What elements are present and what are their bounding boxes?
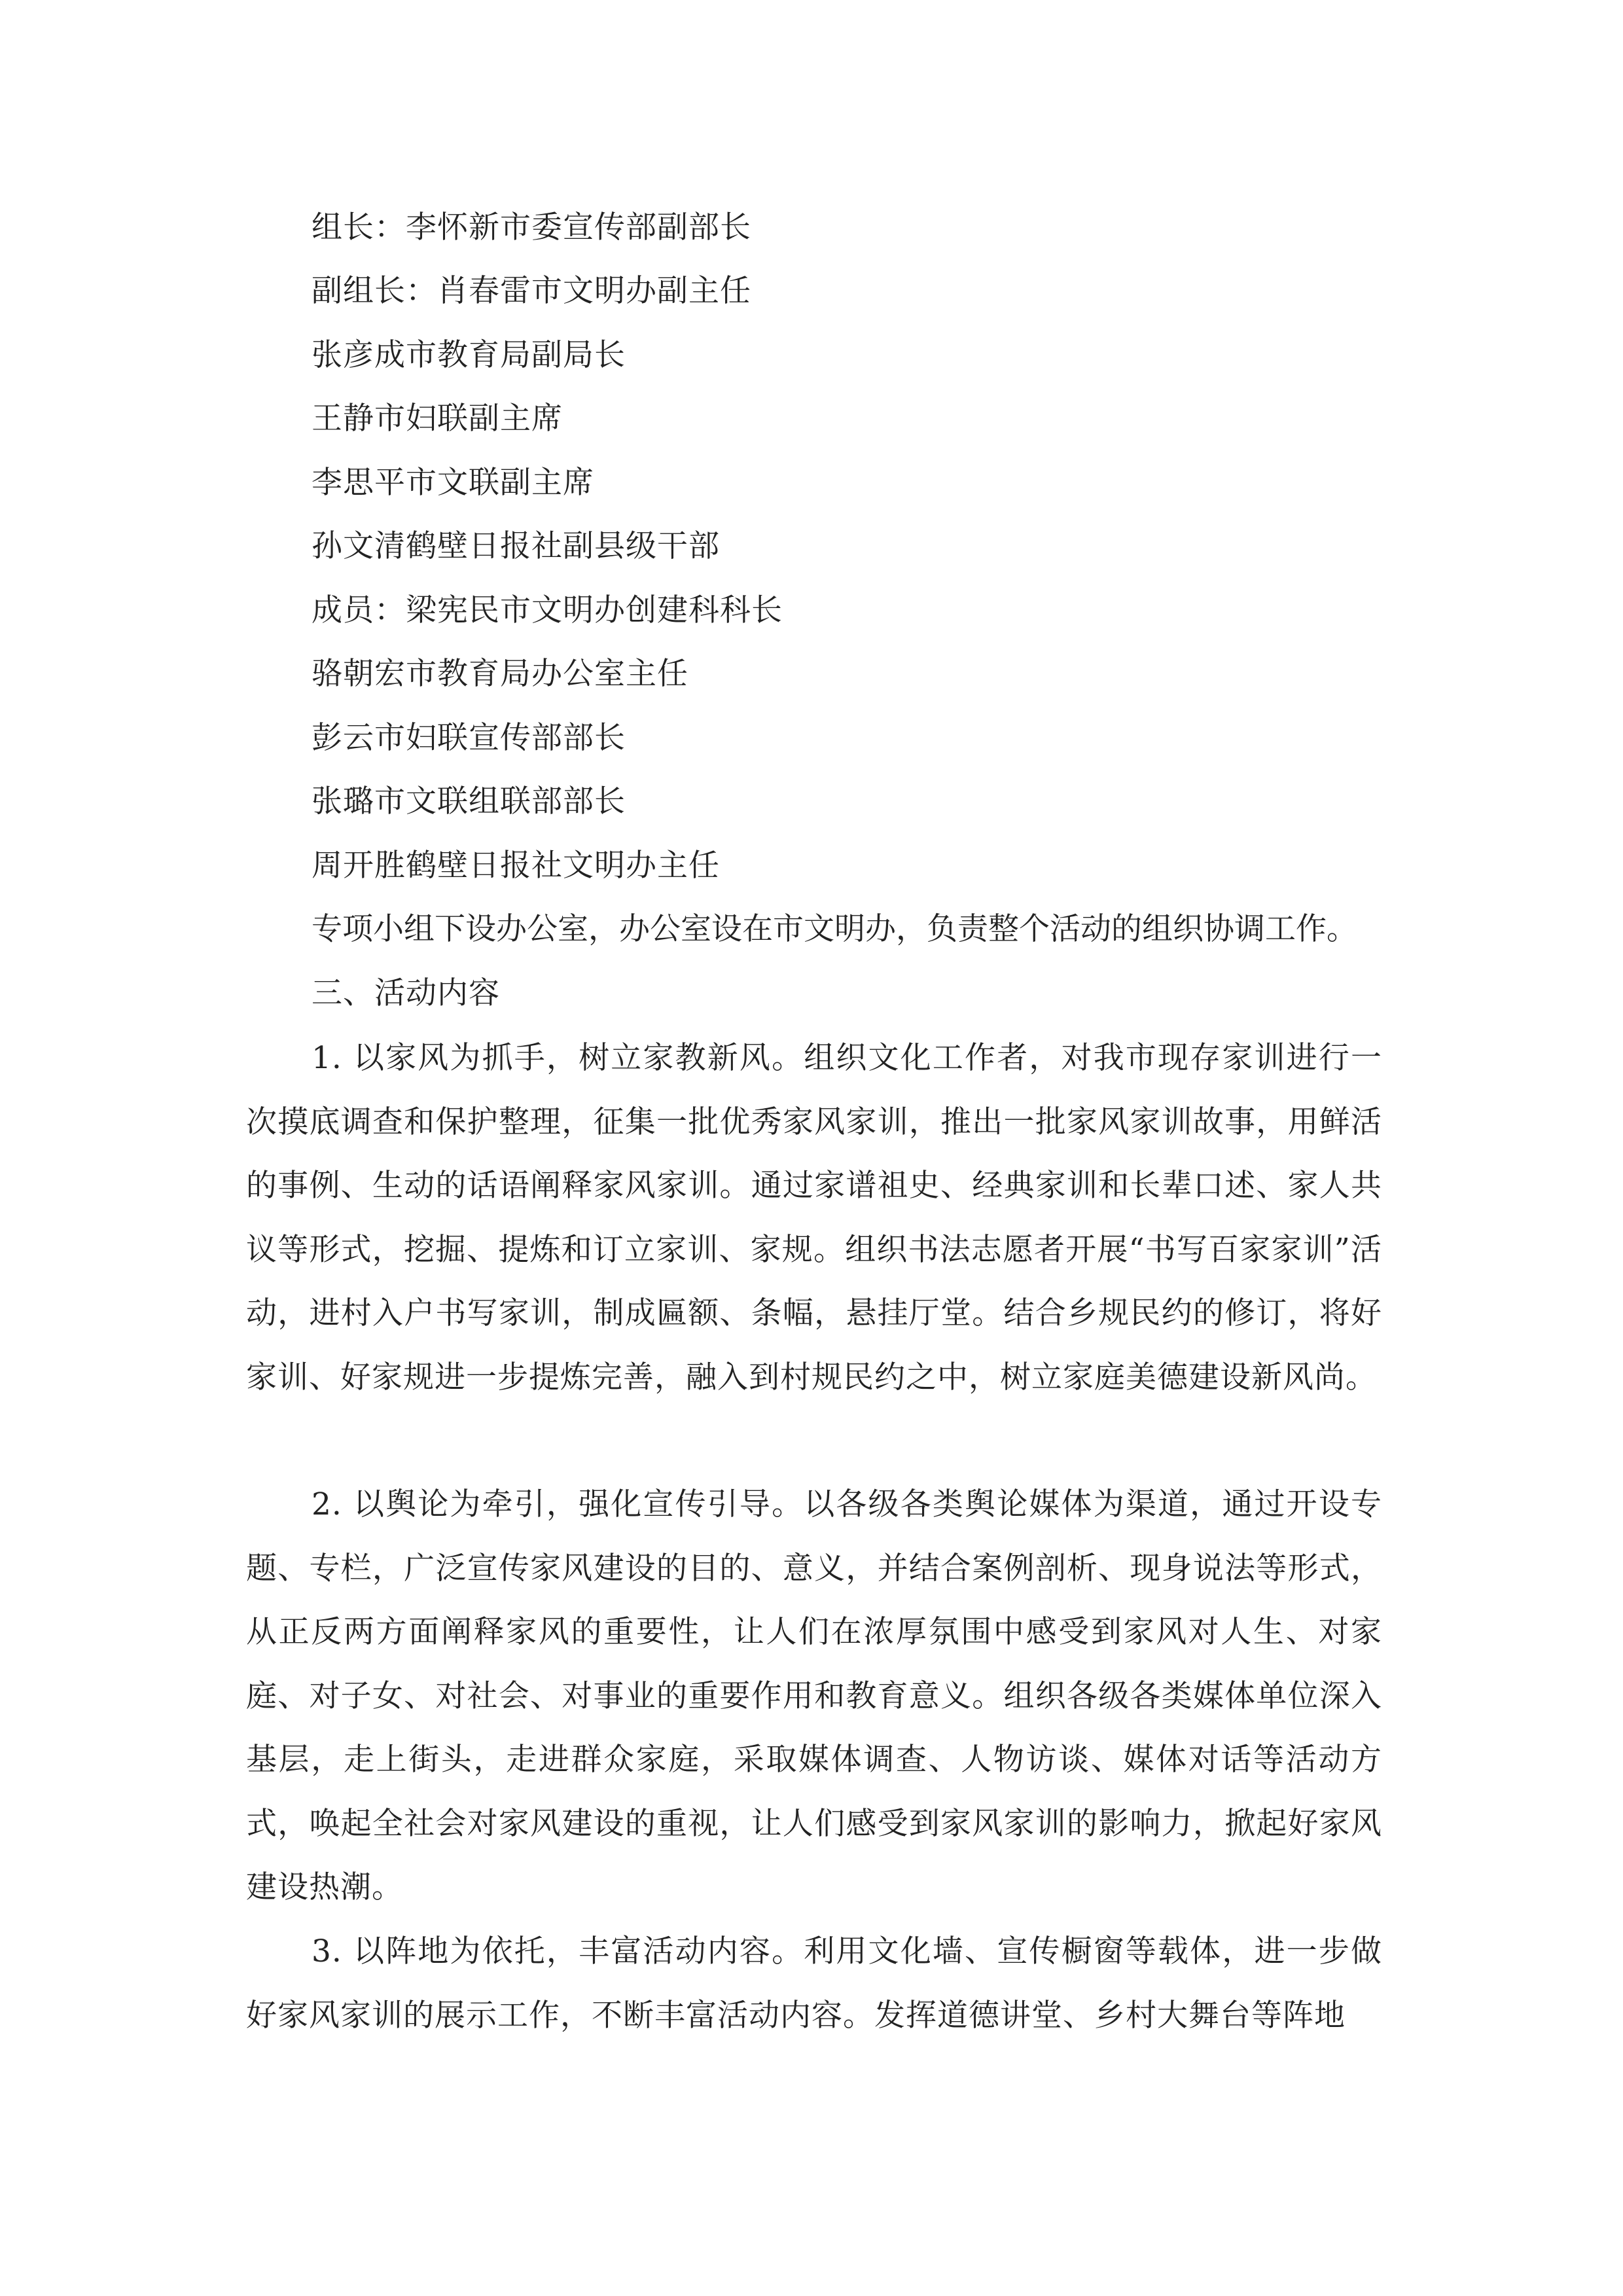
paragraph-1: 1. 以家风为抓手，树立家教新风。组织文化工作者，对我市现存家训进行一次摸底调查和保护整理，征集一批优秀家风家训，推出一批家风家训故事，用鲜活的事例、生动的话语阐释家风家训。通过家谱祖史、经典家训和长辈口述、家人共议等形式，挖掘、提炼和订立家训、家规。组织书法志愿者开展“书写百家家训”活动，进村入户书写家训，制成匾额、条幅，悬挂厅堂。结合乡规民约的修订，将好家训、好家规进一步提炼完善，融入到村规民约之中，树立家庭美德建设新风尚。 <box>246 1040 1382 1395</box>
member-line: 周开胜鹤壁日报社文明办主任 <box>312 848 720 884</box>
member-line: 孙文清鹤壁日报社副县级干部 <box>312 528 720 564</box>
member-line: 组长：李怀新市委宣传部副部长 <box>312 209 751 245</box>
section-heading: 三、活动内容 <box>312 975 500 1011</box>
member-line: 张彦成市教育局副局长 <box>312 337 626 373</box>
member-line: 彭云市妇联宣传部部长 <box>312 720 626 756</box>
member-line: 张璐市文联组联部部长 <box>312 783 626 819</box>
member-line: 副组长：肖春雷市文明办副主任 <box>312 273 751 309</box>
member-line: 成员：梁宪民市文明办创建科科长 <box>312 592 783 628</box>
member-line: 李思平市文联副主席 <box>312 465 594 501</box>
office-note: 专项小组下设办公室，办公室设在市文明办，负责整个活动的组织协调工作。 <box>312 911 1357 947</box>
paragraph-2: 2. 以舆论为牵引，强化宣传引导。以各级各类舆论媒体为渠道，通过开设专题、专栏，广泛宣传家风建设的目的、意义，并结合案例剖析、现身说法等形式，从正反两方面阐释家风的重要性，让人们在浓厚氛围中感受到家风对人生、对家庭、对子女、对社会、对事业的重要作用和教育意义。组织各级各类媒体单位深入基层，走上街头，走进群众家庭，采取媒体调查、人物访谈、媒体对话等活动方式，唤起全社会对家风建设的重视，让人们感受到家风家训的影响力，掀起好家风建设热潮。 <box>246 1486 1382 1905</box>
member-line: 骆朝宏市教育局办公室主任 <box>312 656 688 692</box>
paragraph-3: 3. 以阵地为依托，丰富活动内容。利用文化墙、宣传橱窗等载体，进一步做好家风家训的展示工作，不断丰富活动内容。发挥道德讲堂、乡村大舞台等阵地 <box>246 1933 1382 2034</box>
member-line: 王静市妇联副主席 <box>312 401 563 437</box>
